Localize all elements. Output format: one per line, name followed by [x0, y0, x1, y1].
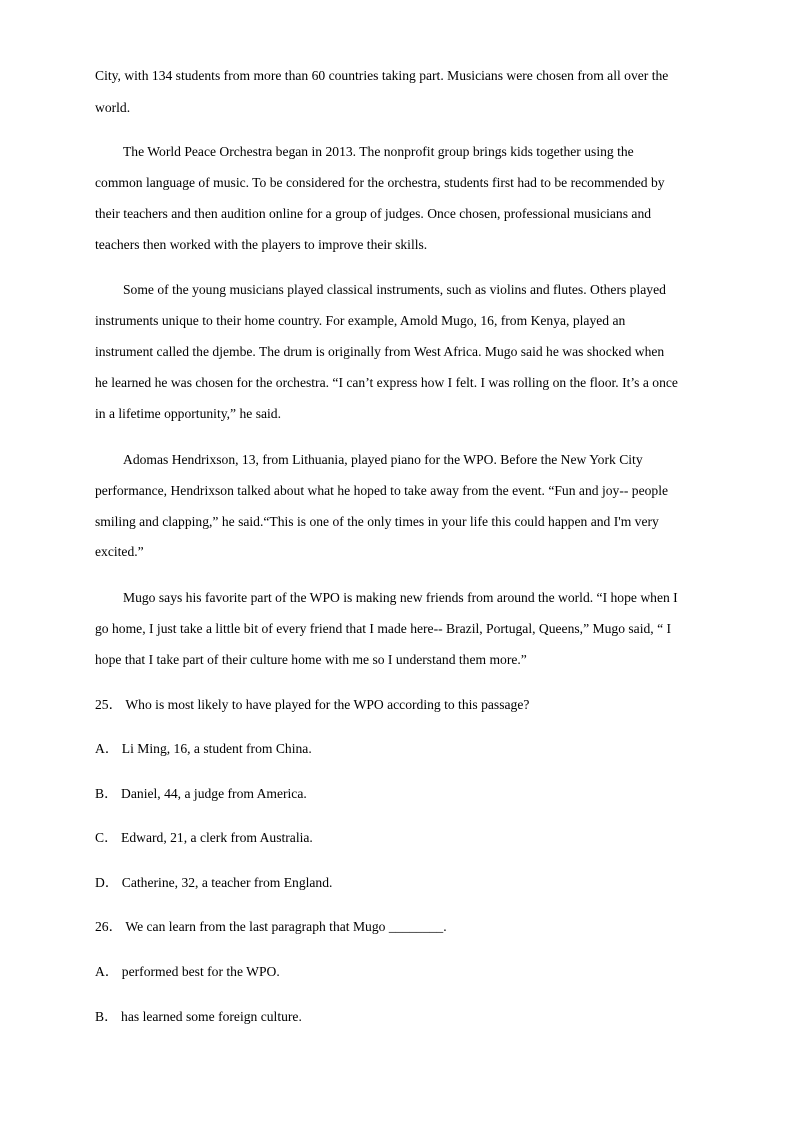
passage-line: The World Peace Orchestra began in 2013. The nonprofit group brings kids together using the — [123, 144, 634, 159]
passage-line: smiling and clapping,” he said.“This is one of the only times in your life this could happen and I'm very — [95, 514, 659, 529]
passage-line: he learned he was chosen for the orchestra. “I can’t express how I felt. I was rolling on the floor. It’s a once — [95, 375, 678, 390]
answer-option: B． has learned some foreign culture. — [95, 1009, 302, 1024]
answer-option: B． Daniel, 44, a judge from America. — [95, 786, 307, 801]
passage-line: hope that I take part of their culture home with me so I understand them more.” — [95, 652, 527, 667]
answer-option: A． Li Ming, 16, a student from China. — [95, 741, 312, 756]
passage-line: common language of music. To be considered for the orchestra, students first had to be recommended by — [95, 175, 665, 190]
passage-line: Mugo says his favorite part of the WPO is making new friends from around the world. “I hope when I — [123, 590, 678, 605]
passage-line: teachers then worked with the players to improve their skills. — [95, 237, 428, 252]
question-stem: 25． Who is most likely to have played for the WPO according to this passage? — [95, 697, 530, 712]
answer-option: D． Catherine, 32, a teacher from England. — [95, 875, 333, 890]
passage-line: in a lifetime opportunity,” he said. — [95, 406, 281, 421]
passage-line: Adomas Hendrixson, 13, from Lithuania, played piano for the WPO. Before the New York City — [123, 452, 643, 467]
question-stem: 26． We can learn from the last paragraph that Mugo ________. — [95, 919, 447, 934]
passage-line: world. — [95, 100, 131, 115]
passage-line: Some of the young musicians played classical instruments, such as violins and flutes. Others played — [123, 282, 666, 297]
passage-line: their teachers and then audition online for a group of judges. Once chosen, professional musicians and — [95, 206, 652, 221]
passage-line: go home, I just take a little bit of every friend that I made here-- Brazil, Portugal, Queens,” Mugo said, “ I — [95, 621, 672, 636]
answer-option: C． Edward, 21, a clerk from Australia. — [95, 830, 313, 845]
passage-line: City, with 134 students from more than 60 countries taking part. Musicians were chosen from all over the — [95, 68, 669, 83]
answer-option: A． performed best for the WPO. — [95, 964, 280, 979]
passage-line: instruments unique to their home country. For example, Amold Mugo, 16, from Kenya, played an — [95, 313, 626, 328]
passage-line: performance, Hendrixson talked about what he hoped to take away from the event. “Fun and joy-- people — [95, 483, 669, 498]
passage-line: excited.” — [95, 544, 144, 559]
passage-line: instrument called the djembe. The drum is originally from West Africa. Mugo said he was shocked when — [95, 344, 665, 359]
